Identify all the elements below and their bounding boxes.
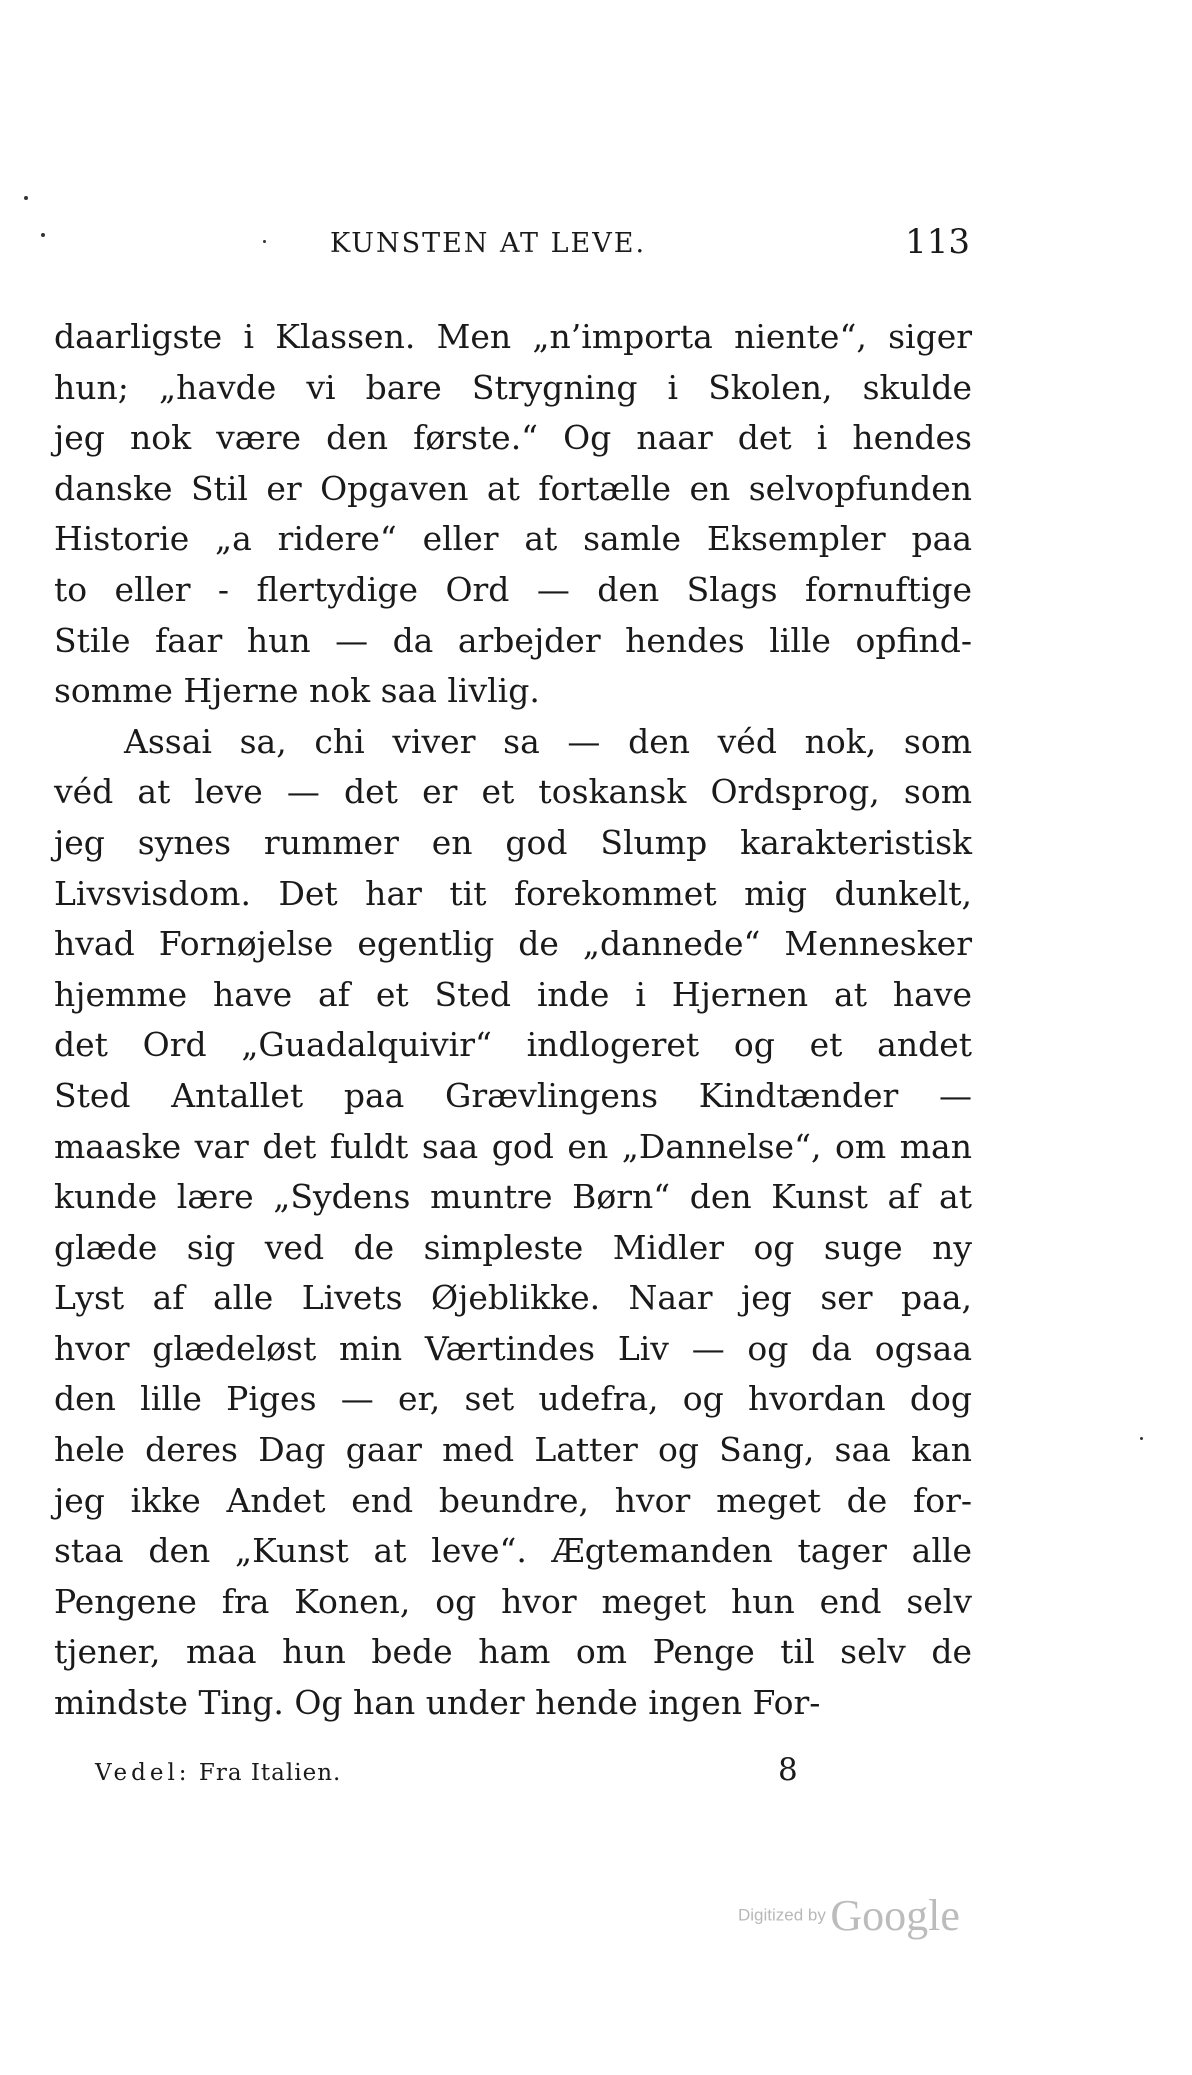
digitization-watermark bbox=[738, 1890, 960, 1941]
text-line: Stile faar hun — da arbejder hendes lille opfind- bbox=[54, 620, 972, 660]
print-speck bbox=[24, 196, 28, 200]
text-line: hvor glædeløst min Værtindes Liv — og da ogsaa bbox=[54, 1328, 972, 1368]
text-line: Historie „a ridere“ eller at samle Eksempler paa bbox=[54, 519, 972, 559]
text-line: Assai sa, chi viver sa — den véd nok, som bbox=[124, 721, 972, 761]
text-line: glæde sig ved de simpleste Midler og suge ny bbox=[54, 1227, 972, 1267]
text-line: hun; „havde vi bare Strygning i Skolen, skulde bbox=[54, 367, 972, 407]
page-number: 113 bbox=[905, 222, 970, 262]
text-line: Lyst af alle Livets Øjeblikke. Naar jeg ser paa, bbox=[54, 1278, 972, 1318]
watermark-prefix: Digitized by bbox=[738, 1905, 826, 1925]
text-line: Livsvisdom. Det har tit forekommet mig dunkelt, bbox=[54, 873, 972, 913]
text-line: danske Stil er Opgaven at fortælle en selvopfunden bbox=[54, 468, 972, 508]
text-line: jeg ikke Andet end beundre, hvor meget de for- bbox=[54, 1480, 972, 1520]
signature-author: Vedel: bbox=[95, 1760, 191, 1786]
text-line: véd at leve — det er et toskansk Ordsprog, som bbox=[54, 772, 972, 812]
print-speck bbox=[263, 240, 266, 243]
page-footer bbox=[95, 1752, 798, 1796]
text-line: kunde lære „Sydens muntre Børn“ den Kunst af at bbox=[54, 1177, 972, 1217]
signature-mark: 8 bbox=[778, 1752, 798, 1788]
running-title: KUNSTEN AT LEVE. bbox=[330, 228, 647, 259]
text-line: jeg synes rummer en god Slump karakteristisk bbox=[54, 822, 972, 862]
text-line: maaske var det fuldt saa god en „Dannelse“, om man bbox=[54, 1126, 972, 1166]
text-line: den lille Piges — er, set udefra, og hvordan dog bbox=[54, 1379, 972, 1419]
watermark-brand: Google bbox=[830, 1891, 960, 1940]
text-line: somme Hjerne nok saa livlig. bbox=[54, 671, 540, 711]
printer-signature bbox=[95, 1760, 341, 1786]
text-line: to eller - flertydige Ord — den Slags fornuftige bbox=[54, 569, 972, 609]
text-line: daarligste i Klassen. Men „n’importa niente“, siger bbox=[54, 317, 972, 356]
body-text bbox=[54, 312, 972, 1729]
text-line: mindste Ting. Og han under hende ingen For- bbox=[54, 1683, 821, 1723]
text-line: hele deres Dag gaar med Latter og Sang, saa kan bbox=[54, 1430, 972, 1470]
print-speck bbox=[41, 233, 45, 237]
text-line: hvad Fornøjelse egentlig de „dannede“ Mennesker bbox=[54, 924, 972, 964]
running-head bbox=[330, 222, 970, 262]
text-line: Pengene fra Konen, og hvor meget hun end selv bbox=[54, 1581, 972, 1621]
signature-book-title: Fra Italien. bbox=[198, 1760, 342, 1786]
print-speck bbox=[1140, 1437, 1143, 1440]
text-line: Sted Antallet paa Grævlingens Kindtænder — bbox=[54, 1075, 972, 1115]
text-line: det Ord „Guadalquivir“ indlogeret og et andet bbox=[54, 1025, 972, 1065]
text-line: hjemme have af et Sted inde i Hjernen at have bbox=[54, 974, 972, 1014]
text-line: jeg nok være den første.“ Og naar det i hendes bbox=[54, 418, 972, 458]
text-line: staa den „Kunst at leve“. Ægtemanden tager alle bbox=[54, 1531, 972, 1571]
text-line: tjener, maa hun bede ham om Penge til selv de bbox=[54, 1632, 972, 1672]
